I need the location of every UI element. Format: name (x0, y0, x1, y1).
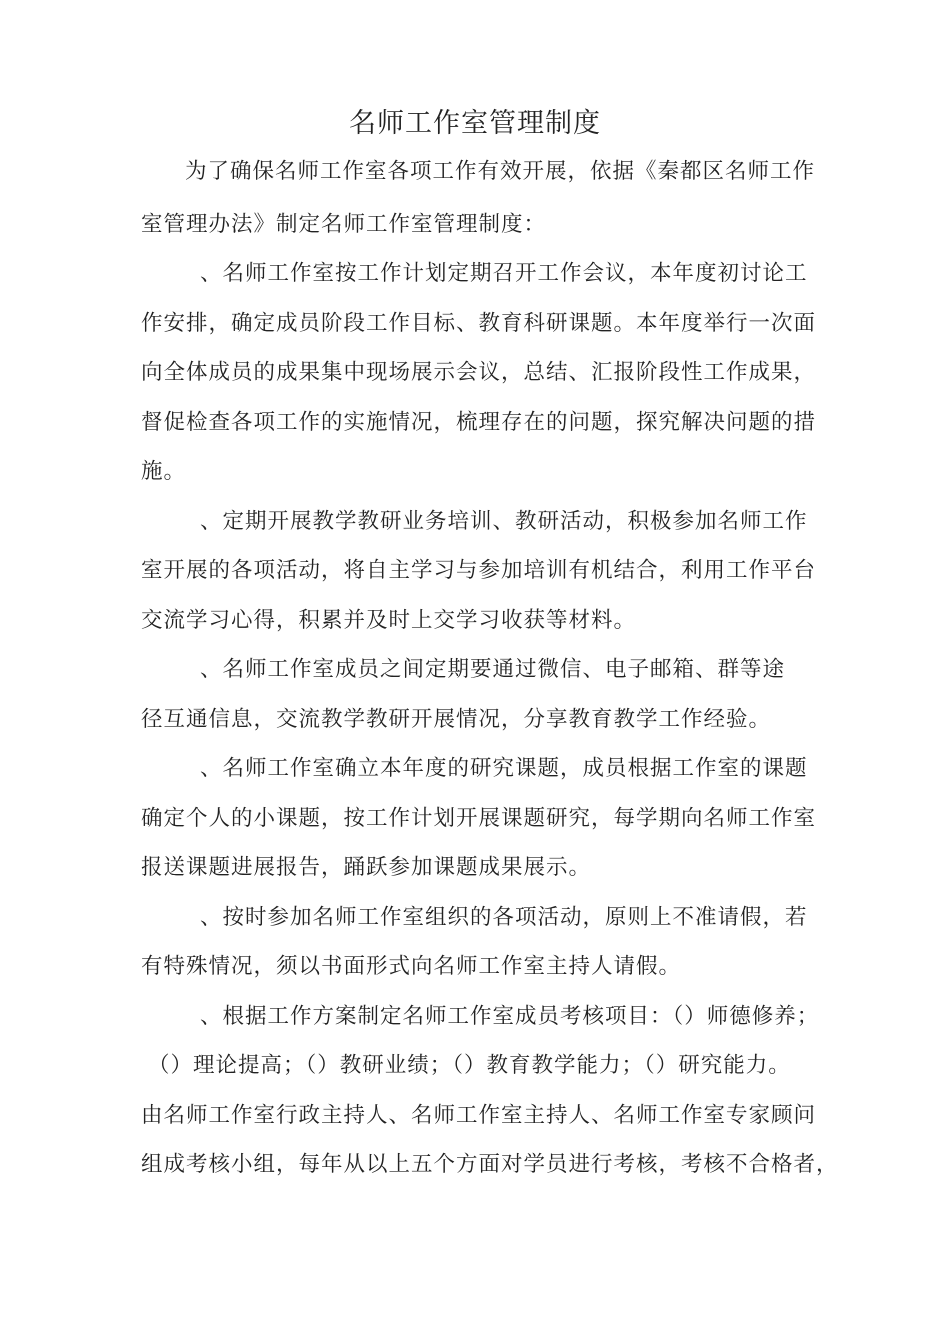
document-title: 名师工作室管理制度 (349, 108, 601, 139)
paragraph-line: 交流学习心得，积累并及时上交学习收获等材料。 (141, 608, 637, 633)
paragraph-line: 、按时参加名师工作室组织的各项活动，原则上不准请假，若 (200, 905, 808, 930)
paragraph-line: 室管理办法》制定名师工作室管理制度： (141, 212, 547, 237)
paragraph-line: 向全体成员的成果集中现场展示会议，总结、汇报阶段性工作成果， (141, 360, 817, 385)
paragraph-line: 报送课题进展报告，踊跃参加课题成果展示。 (141, 855, 592, 880)
paragraph-line: 督促检查各项工作的实施情况，梳理存在的问题，探究解决问题的措 (141, 410, 817, 435)
paragraph-line: 为了确保名师工作室各项工作有效开展，依据《秦都区名师工作 (185, 159, 816, 184)
paragraph-line: 由名师工作室行政主持人、名师工作室主持人、名师工作室专家顾问 (141, 1103, 817, 1128)
paragraph-line: 组成考核小组，每年从以上五个方面对学员进行考核，考核不合格者， (141, 1152, 839, 1177)
paragraph-line: 、名师工作室按工作计划定期召开工作会议，本年度初讨论工 (200, 261, 808, 286)
paragraph-line: 有特殊情况，须以书面形式向名师工作室主持人请假。 (141, 954, 682, 979)
paragraph-line: 、定期开展教学教研业务培训、教研活动，积极参加名师工作 (200, 509, 808, 534)
paragraph-line: 、名师工作室确立本年度的研究课题，成员根据工作室的课题 (200, 756, 808, 781)
paragraph-line: 确定个人的小课题，按工作计划开展课题研究，每学期向名师工作室 (141, 806, 817, 831)
paragraph-line: 施。 (141, 459, 187, 484)
paragraph-line: 径互通信息，交流教学教研开展情况，分享教育教学工作经验。 (141, 707, 772, 732)
paragraph-line: 、根据工作方案制定名师工作室成员考核项目：（）师德修养； (200, 1004, 820, 1029)
paragraph-line: 作安排，确定成员阶段工作目标、教育科研课题。本年度举行一次面 (141, 311, 817, 336)
paragraph-line: 、名师工作室成员之间定期要通过微信、电子邮箱、群等途 (200, 657, 786, 682)
paragraph-line: （）理论提高；（）教研业绩；（）教育教学能力；（）研究能力。 (148, 1053, 791, 1078)
paragraph-line: 室开展的各项活动，将自主学习与参加培训有机结合，利用工作平台 (141, 558, 817, 583)
